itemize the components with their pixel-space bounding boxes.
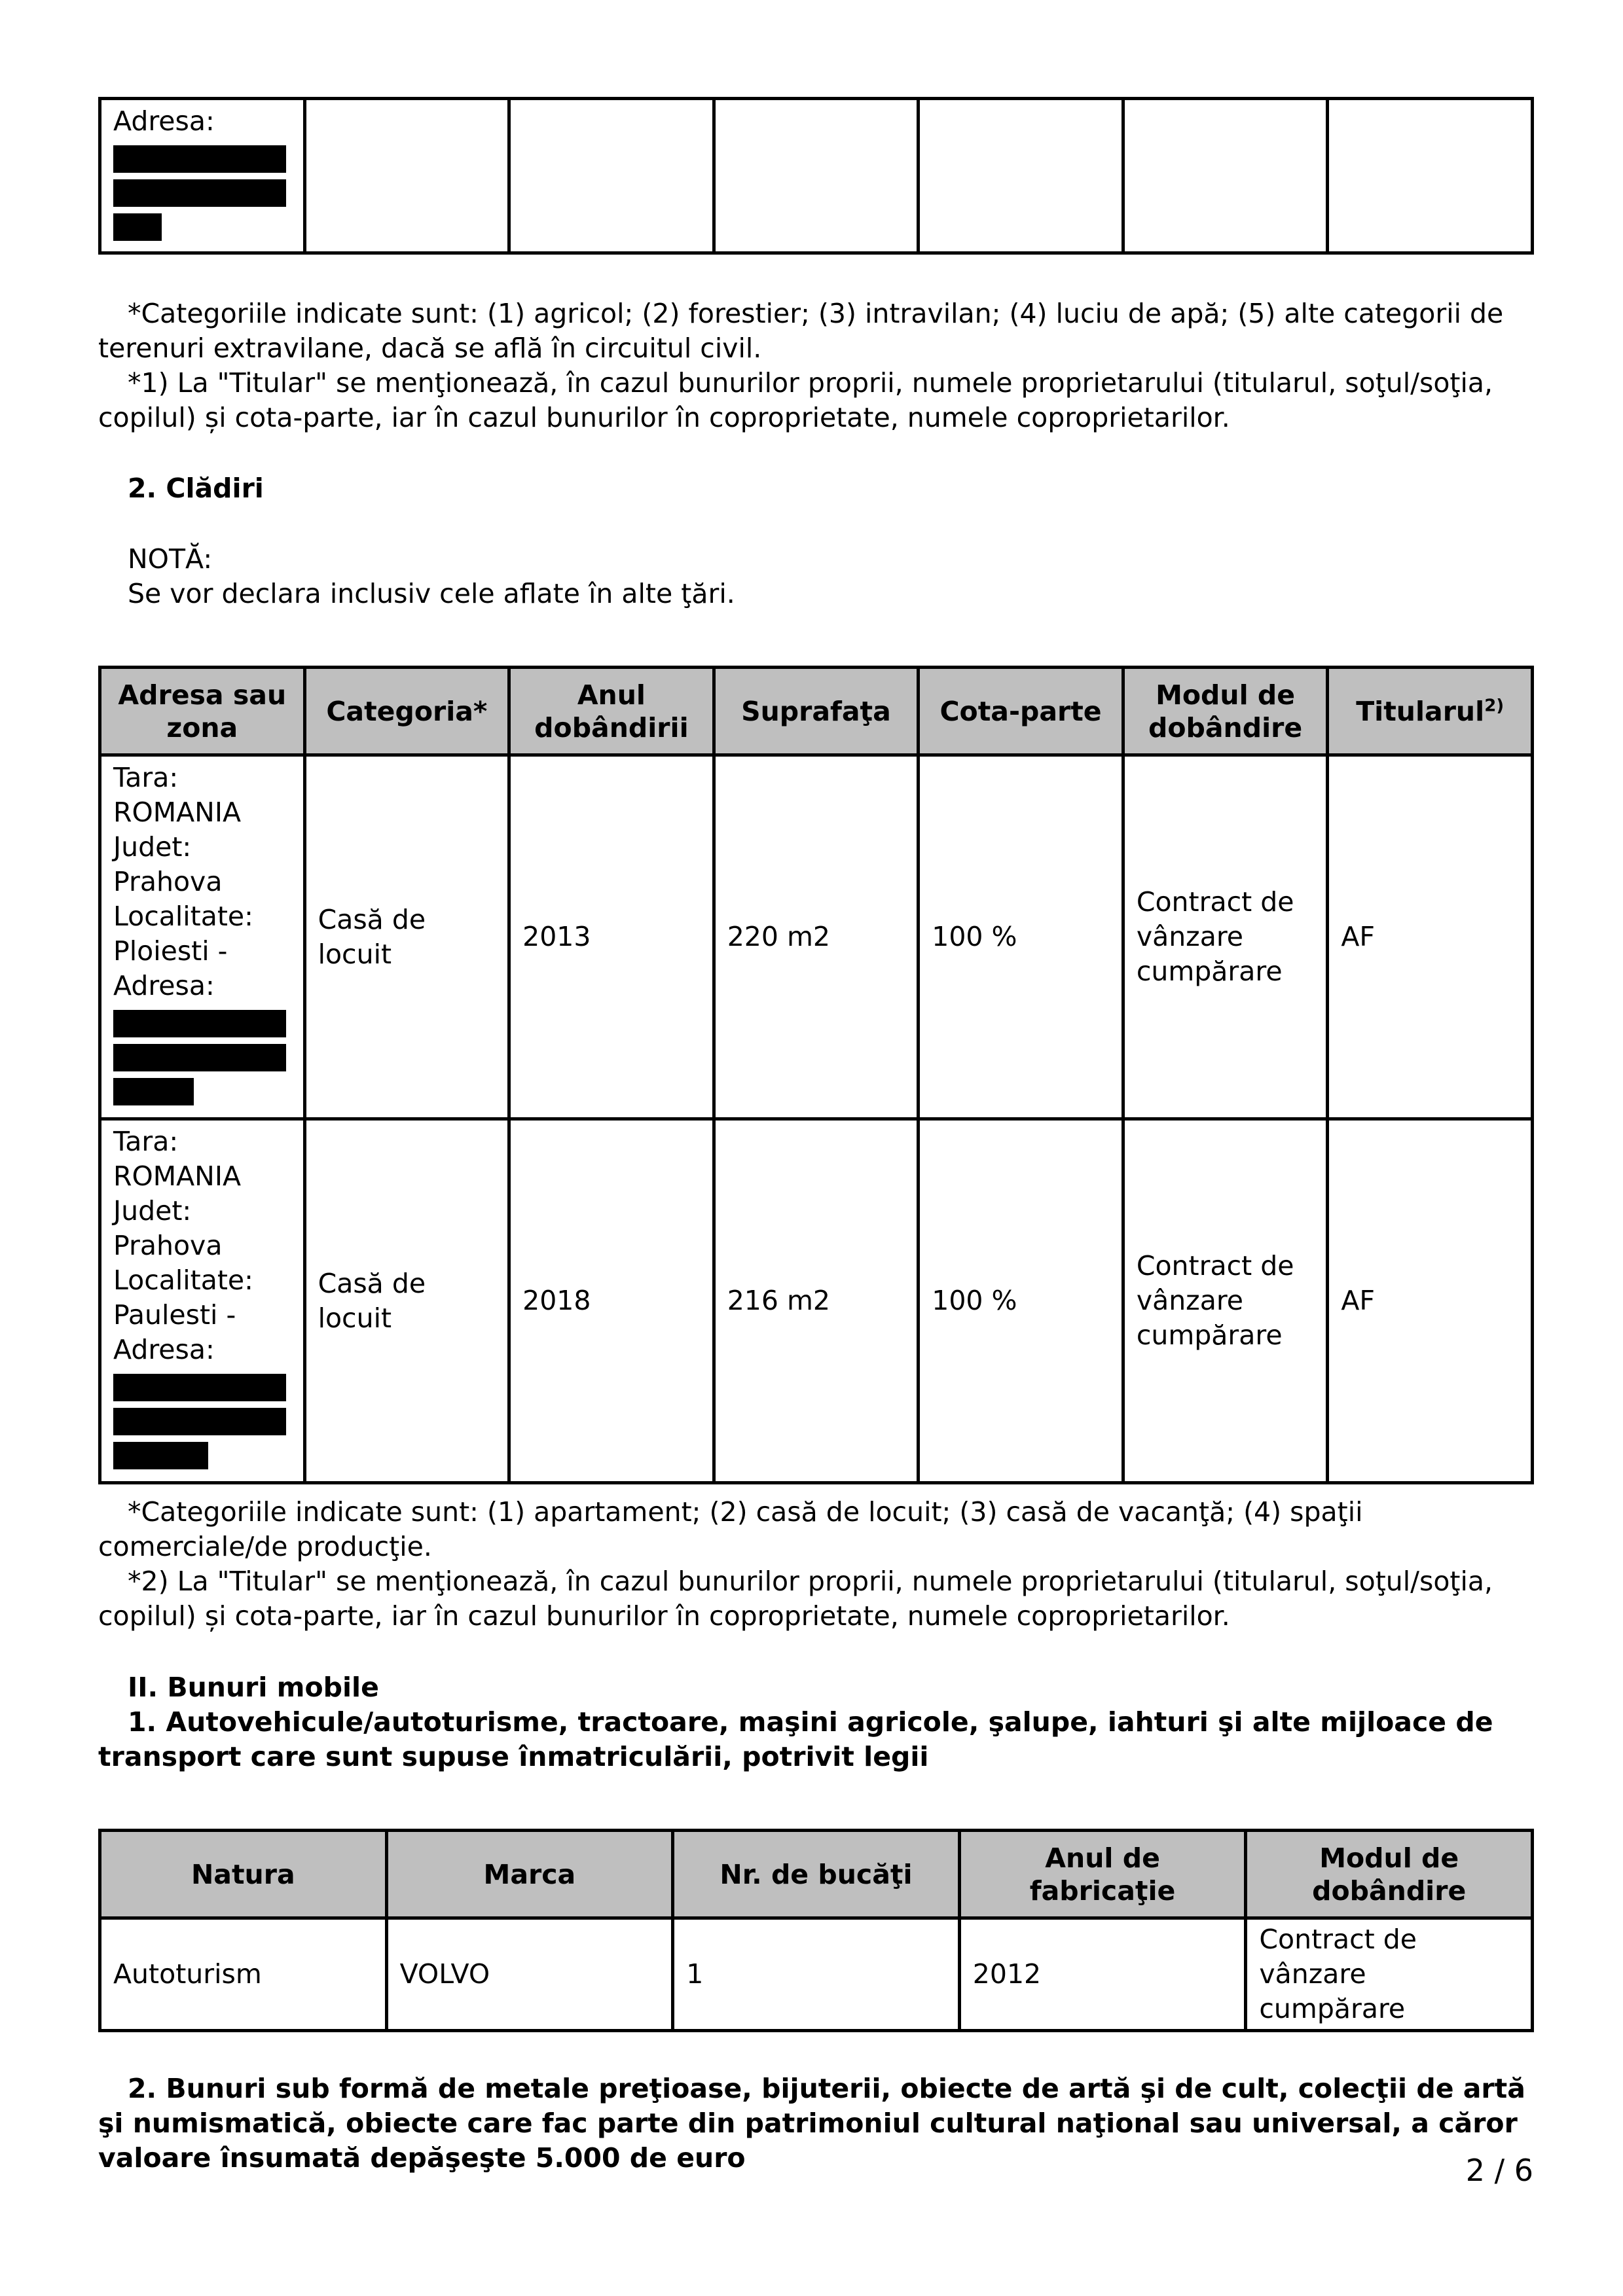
table-row — [100, 99, 1533, 253]
column-header: Natura — [100, 1831, 387, 1918]
share-cell: 100 % — [919, 1119, 1123, 1483]
nota-label: NOTĂ: — [128, 543, 213, 575]
note-titular-2: *2) La "Titular" se menţionează, în cazul bunurilor proprii, numele proprietarului (titularul, soţul/soţia, copilul) și cota-parte, iar în cazul bunurilor în coproprietate, numele coproprietarilor. — [98, 1566, 1493, 1632]
address-cell — [100, 99, 305, 253]
area-cell: 220 m2 — [714, 755, 919, 1119]
column-header: Nr. de bucăţi — [673, 1831, 960, 1918]
table-row — [100, 1918, 1533, 2031]
land-table-continuation — [98, 97, 1534, 255]
note-titular-1: *1) La "Titular" se menţionează, în cazul bunurilor proprii, numele proprietarului (titularul, soţul/soţia, copilul) și cota-parte, iar în cazul bunurilor în coproprietate, numele coproprietarilor. — [98, 367, 1493, 433]
area-cell: 216 m2 — [714, 1119, 919, 1483]
year-cell: 2012 — [959, 1918, 1246, 2031]
nota-text: Se vor declara inclusiv cele aflate în alte ţări. — [128, 578, 735, 609]
table-cell — [1328, 99, 1533, 253]
vehicles-table — [98, 1829, 1534, 2032]
mode-cell: Contract de vânzare cumpărare — [1123, 755, 1328, 1119]
address-label: Adresa: — [113, 105, 215, 137]
column-header: Cota-parte — [919, 668, 1123, 755]
category-cell: Casă de locuit — [304, 1119, 509, 1483]
section-title-cladiri: 2. Clădiri — [128, 473, 264, 504]
document-page — [98, 97, 1534, 2176]
column-header: Marca — [386, 1831, 673, 1918]
brand-cell: VOLVO — [386, 1918, 673, 2031]
column-header: Modul de dobândire — [1123, 668, 1328, 755]
column-header: Categoria* — [304, 668, 509, 755]
mode-cell: Contract de vânzare cumpărare — [1246, 1918, 1533, 2031]
table-row — [100, 1119, 1533, 1483]
redaction-block — [113, 1010, 286, 1037]
column-header: Adresa sau zona — [100, 668, 305, 755]
buildings-table — [98, 666, 1534, 1484]
table-cell — [304, 99, 509, 253]
owner-cell: AF — [1328, 755, 1533, 1119]
mode-cell: Contract de vânzare cumpărare — [1123, 1119, 1328, 1483]
table-cell — [714, 99, 919, 253]
redaction-block — [113, 1408, 286, 1435]
redaction-block — [113, 1374, 286, 1401]
address-cell: Tara: ROMANIA Judet: Prahova Localitate: Paulesti - Adresa: — [100, 1119, 305, 1483]
share-cell: 100 % — [919, 755, 1123, 1119]
table-cell — [509, 99, 714, 253]
note-categories-land: *Categoriile indicate sunt: (1) agricol; (2) forestier; (3) intravilan; (4) luciu de apă; (5) alte categorii de terenuri extravilane, dacă se află în circuitul civil. — [98, 298, 1504, 364]
redaction-block — [113, 1442, 208, 1469]
column-header: Anul de fabricaţie — [959, 1831, 1246, 1918]
year-cell: 2018 — [509, 1119, 714, 1483]
redaction-block — [113, 213, 162, 241]
section-subtitle-vehicles: 1. Autovehicule/autoturisme, tractoare, maşini agricole, şalupe, iahturi şi alte mijloace de transport care sunt supuse înmatriculării, potrivit legii — [98, 1706, 1493, 1772]
category-cell: Casă de locuit — [304, 755, 509, 1119]
year-cell: 2013 — [509, 755, 714, 1119]
column-header: Suprafaţa — [714, 668, 919, 755]
redaction-block — [113, 1078, 194, 1105]
redaction-block — [113, 179, 286, 207]
section-title-metale: 2. Bunuri sub formă de metale preţioase, bijuterii, obiecte de artă şi de cult, colecţii de artă şi numismatică, obiecte care fac parte din patrimoniul cultural naţional sau universal, a căror valoare însumată depăşeşte 5.000 de euro — [98, 2073, 1525, 2174]
table-header-row — [100, 668, 1533, 755]
column-header-titular: Titularul$^{2)}$ — [1328, 668, 1533, 755]
address-cell: Tara: ROMANIA Judet: Prahova Localitate: Ploiesti - Adresa: — [100, 755, 305, 1119]
table-row — [100, 755, 1533, 1119]
owner-cell: AF — [1328, 1119, 1533, 1483]
section-title-mobile: II. Bunuri mobile — [128, 1672, 379, 1703]
redaction-block — [113, 1044, 286, 1071]
page-number: 2 / 6 — [1465, 2153, 1533, 2188]
column-header: Modul de dobândire — [1246, 1831, 1533, 1918]
table-cell — [919, 99, 1123, 253]
nature-cell: Autoturism — [100, 1918, 387, 2031]
count-cell: 1 — [673, 1918, 960, 2031]
table-header-row — [100, 1831, 1533, 1918]
table-cell — [1123, 99, 1328, 253]
redaction-block — [113, 145, 286, 173]
column-header: Anul dobândirii — [509, 668, 714, 755]
note-categories-buildings: *Categoriile indicate sunt: (1) apartament; (2) casă de locuit; (3) casă de vacanţă; (4) spaţii comerciale/de producţie. — [98, 1496, 1363, 1562]
